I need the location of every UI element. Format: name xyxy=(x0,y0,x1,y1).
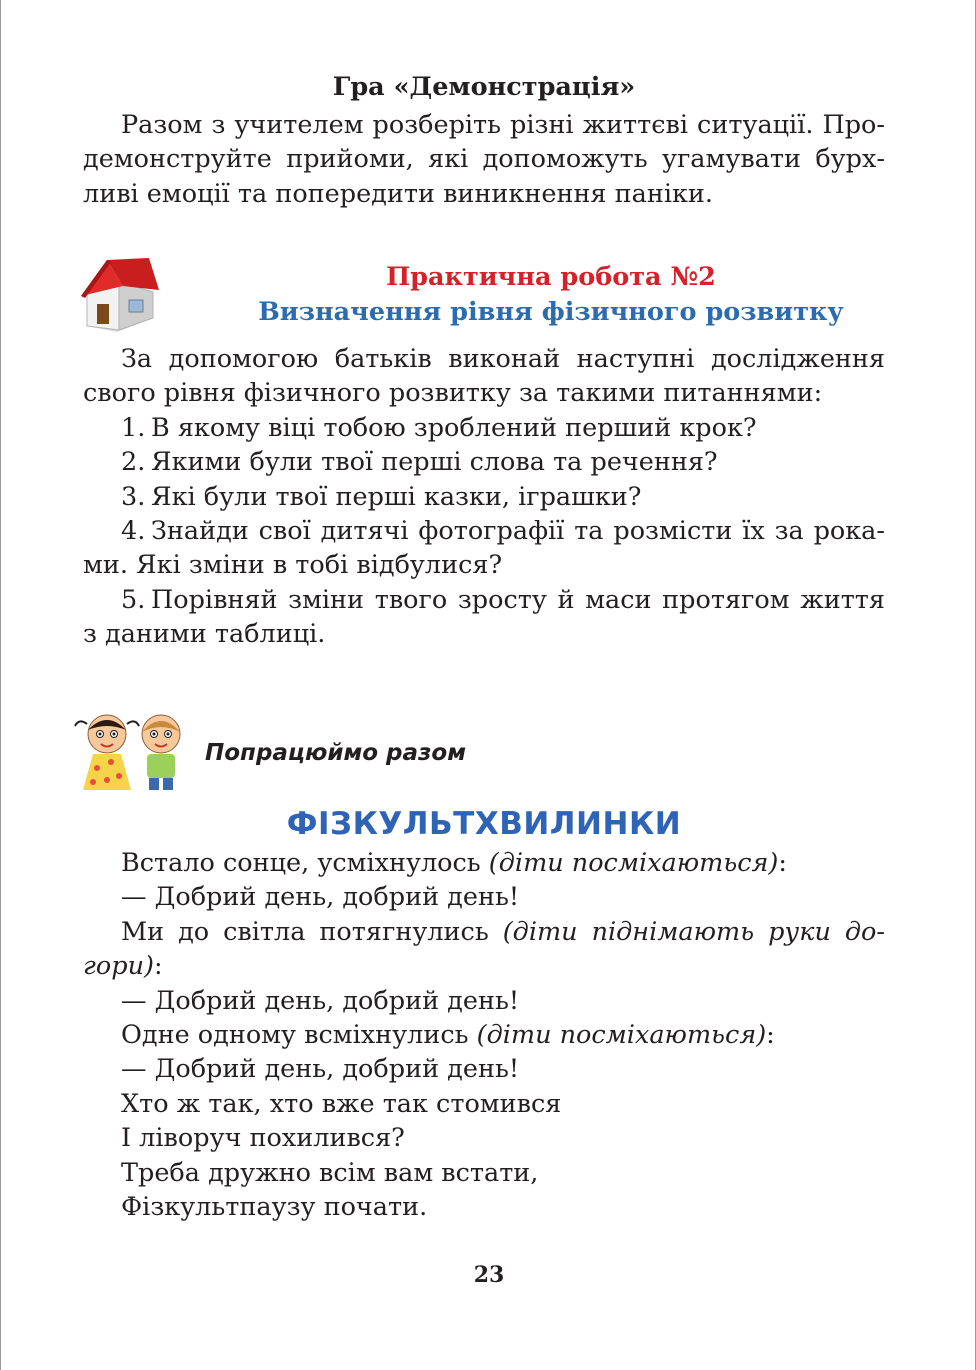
practical-body xyxy=(83,342,885,652)
game-line-3: ливі емоції та попередити виникнення паніки. xyxy=(83,178,714,209)
poem-line-8: Хто ж так, хто вже так стомився xyxy=(121,1088,562,1119)
question-5: 5. Порівняй зміни твого зросту й маси протягом життя xyxy=(121,584,885,615)
game-title: Гра «Демонстрація» xyxy=(332,72,636,102)
question-4: 4. Знайди свої дитячі фотографії та розмісти їх за рока- xyxy=(121,516,885,547)
practical-subtitle: Визначення рівня фізичного розвитку xyxy=(258,297,844,327)
house-icon xyxy=(77,252,161,332)
poem-line-7: — Добрий день, добрий день! xyxy=(121,1054,520,1085)
game-paragraph xyxy=(83,108,885,211)
poem-line-3: Ми до світла потягнулись (діти піднімають руки до- xyxy=(121,916,885,947)
poem-line-9: І ліворуч похилився? xyxy=(121,1123,405,1154)
kids-icon xyxy=(73,712,199,792)
question-3: 3. Які були твої перші казки, іграшки? xyxy=(121,481,642,512)
game-line-2: демонструйте прийоми, які допоможуть угамувати бурх- xyxy=(83,144,885,175)
poem-line-6: Одне одному всміхнулись (діти посміхаються): xyxy=(121,1020,775,1051)
practical-title: Практична робота №2 xyxy=(386,262,716,292)
poem-line-10: Треба дружно всім вам встати, xyxy=(121,1157,539,1188)
question-5-cont: з даними таблиці. xyxy=(83,619,326,650)
work-together-label: Попрацюймо разом xyxy=(205,740,467,766)
question-4-cont: ми. Які зміни в тобі відбулися? xyxy=(83,550,503,581)
poem-line-1: Встало сонце, усміхнулось (діти посміхаються): xyxy=(121,848,787,878)
intro-line-2: свого рівня фізичного розвитку за такими питаннями: xyxy=(83,378,823,409)
question-2: 2. Якими були твої перші слова та речення? xyxy=(121,447,718,478)
poem-line-5: — Добрий день, добрий день! xyxy=(121,985,520,1016)
poem-line-2: — Добрий день, добрий день! xyxy=(121,882,520,913)
fiz-title: ФІЗКУЛЬТХВИЛИНКИ xyxy=(286,806,682,842)
page-number: 23 xyxy=(473,1262,505,1288)
poem-line-11: Фізкультпаузу почати. xyxy=(121,1192,428,1223)
game-line-1: Разом з учителем розберіть різні життєві ситуації. Про- xyxy=(121,110,885,140)
poem-line-4: гори): xyxy=(83,951,163,982)
intro-line-1: За допомогою батьків виконай наступні дослідження xyxy=(121,344,885,374)
question-1: 1. В якому віці тобою зроблений перший крок? xyxy=(121,412,757,443)
poem xyxy=(83,846,885,1224)
